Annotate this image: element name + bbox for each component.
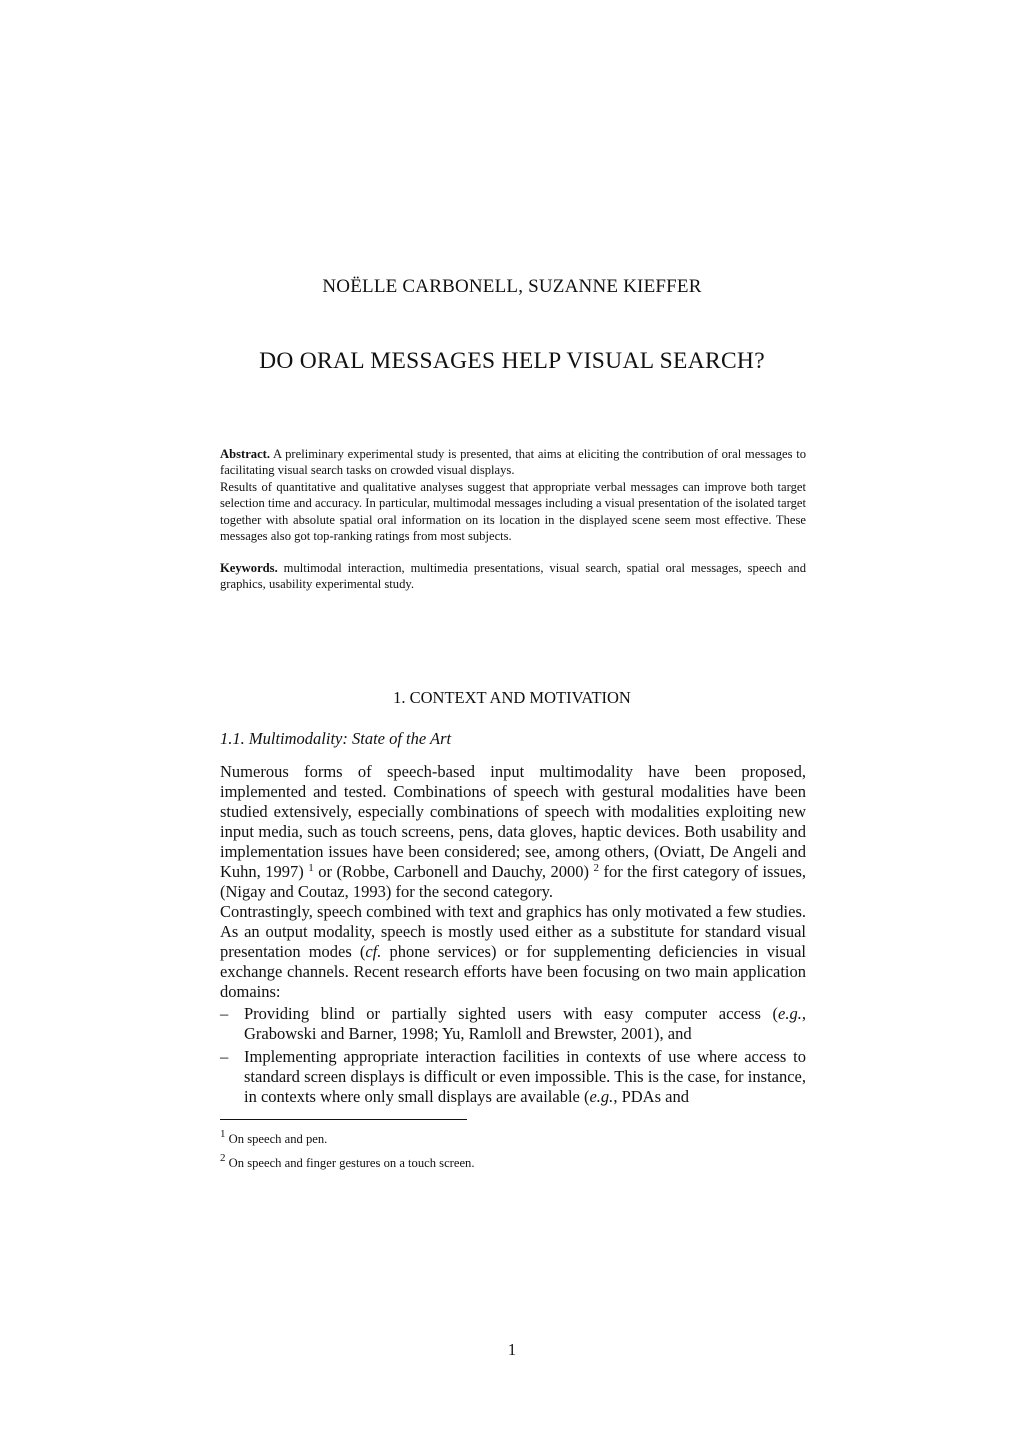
keywords-label: Keywords. xyxy=(220,561,278,575)
bullet-dash: – xyxy=(220,1047,229,1066)
authors: NOËLLE CARBONELL, SUZANNE KIEFFER xyxy=(322,276,702,297)
body-paragraph-2 xyxy=(220,902,806,1002)
abstract-label: Abstract. xyxy=(220,447,271,461)
footnote-ref-1: 1 xyxy=(308,862,314,874)
page-number: 1 xyxy=(507,1340,517,1359)
list-item xyxy=(220,1004,806,1044)
keywords-text: multimodal interaction, multimedia presentations, visual search, spatial oral messages, speech and graphics, usability experimental study. xyxy=(220,561,806,592)
footnote-divider xyxy=(220,1119,467,1120)
footnote-1 xyxy=(220,1128,328,1147)
bullet2-text-b: , PDAs and xyxy=(613,1087,689,1106)
p1-text-c: for the first category of issues, (Nigay and Coutaz, 1993) for the second category. xyxy=(220,862,806,901)
keywords xyxy=(220,560,806,593)
p2-text-a: Contrastingly, speech combined with text and graphics has only motivated a few studies. As an output modality, speech is mostly used either as a substitute for standard visual presentation modes ( xyxy=(220,902,806,961)
footnote-ref-2: 2 xyxy=(593,862,599,874)
abstract-text-1: A preliminary experimental study is presented, that aims at eliciting the contribution of oral messages to facilitating visual search tasks on crowded visual displays. xyxy=(220,447,806,478)
bullet-list xyxy=(220,1004,806,1110)
footnote-mark: 2 xyxy=(220,1152,226,1164)
body-paragraph-1 xyxy=(220,762,806,902)
subsection-heading: 1.1. Multimodality: State of the Art xyxy=(220,729,452,748)
footnote-text: On speech and pen. xyxy=(228,1132,328,1146)
p1-text-b: or (Robbe, Carbonell and Dauchy, 2000) xyxy=(318,862,589,881)
p2-cf: cf. xyxy=(365,942,382,961)
bullet1-eg: e.g. xyxy=(778,1004,802,1023)
abstract-paragraph-1 xyxy=(220,446,806,479)
list-item xyxy=(220,1047,806,1107)
bullet2-text-a: Implementing appropriate interaction facilities in contexts of use where access to standard screen displays is difficult or even impossible. This is the case, for instance, in contexts where only small displays are available ( xyxy=(244,1047,806,1106)
abstract-text-2: Results of quantitative and qualitative analyses suggest that appropriate verbal messages can improve both target selection time and accuracy. In particular, multimodal messages including a visual presentation of the isolated target together with absolute spatial oral information on its location in the displayed scene seem most effective. These messages also got top-ranking ratings from most subjects. xyxy=(220,479,806,544)
footnote-2 xyxy=(220,1152,475,1171)
paper-title: DO ORAL MESSAGES HELP VISUAL SEARCH? xyxy=(259,348,765,374)
footnote-text: On speech and finger gestures on a touch screen. xyxy=(228,1156,475,1170)
bullet1-text-a: Providing blind or partially sighted users with easy computer access ( xyxy=(244,1004,779,1023)
bullet1-text-b: , Grabowski and Barner, 1998; Yu, Ramloll and Brewster, 2001), and xyxy=(244,1004,806,1043)
p1-text-a: Numerous forms of speech-based input multimodality have been proposed, implemented and tested. Combinations of speech with gestural modalities have been studied extensively, especially combinations of speech with modalities exploiting new input media, such as touch screens, pens, data gloves, haptic devices. Both usability and implementation issues have been considered; see, among others, (Oviatt, De Angeli and Kuhn, 1997) xyxy=(220,762,806,881)
bullet2-eg: e.g. xyxy=(589,1087,614,1106)
bullet-dash: – xyxy=(220,1004,229,1023)
p2-text-b: phone services) or for supplementing deficiencies in visual exchange channels. Recent research efforts have been focusing on two main application domains: xyxy=(220,942,806,1001)
footnote-mark: 1 xyxy=(220,1128,226,1140)
abstract xyxy=(220,446,806,544)
section-heading: 1. CONTEXT AND MOTIVATION xyxy=(393,688,631,707)
